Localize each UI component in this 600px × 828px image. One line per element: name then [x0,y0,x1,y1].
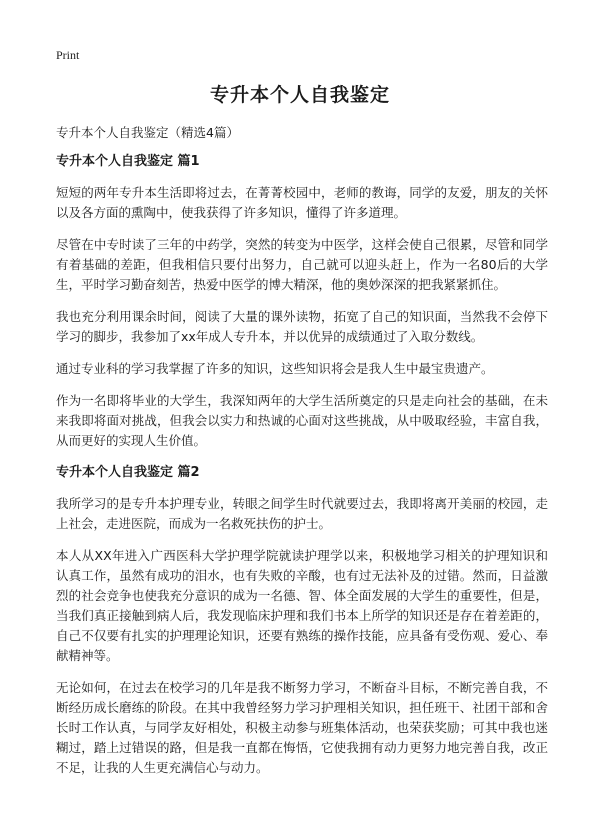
paragraph: 我所学习的是专升本护理专业，转眼之间学生时代就要过去，我即将离开美丽的校园，走上社会，走进医院，而成为一名救死扶伤的护士。 [56,496,548,531]
paragraph: 无论如何，在过去在校学习的几年是我不断努力学习，不断奋斗目标，不断完善自我，不断经历成长磨练的阶段。在其中我曾经努力学习护理相关知识，担任班干、社团干部和舍长时工作认真，与同学友好相处，积极主动参与班集体活动，也荣获奖励；可其中我也迷糊过，踏上过错误的路，但是我一直都在悔悟，它使我拥有动力更努力地完善自我，改正不足，让我的人生更充满信心与动力。 [56,680,548,775]
document-body [56,152,548,790]
paragraph: 本人从XX年进入广西医科大学护理学院就读护理学以来，积极地学习相关的护理知识和认真工作，虽然有成功的泪水，也有失败的辛酸，也有过无法补及的过错。然而，日益激烈的社会竞争也使我充分意识的成为一名德、智、体全面发展的大学生的重要性，但是，当我们真正接触到病人后，我发现临床护理和我们书本上所学的知识还是存在着差距的，自己不仅要有扎实的护理理论知识，还要有熟练的操作技能，应具备有受伤观、爱心、奉献精神等。 [56,548,548,663]
paragraph: 尽管在中专时读了三年的中药学，突然的转变为中医学，这样会使自己很累，尽管和同学有着基础的差距，但我相信只要付出努力，自己就可以迎头赶上，作为一名80后的大学生，平时学习勤奋刻苦，热爱中医学的博大精深，他的奥妙深深的把我紧紧抓住。 [56,237,548,292]
paragraph: 短短的两年专升本生活即将过去，在菁菁校园中，老师的教诲，同学的友爱，朋友的关怀以及各方面的熏陶中，使我获得了许多知识，懂得了许多道理。 [56,185,548,220]
paragraph: 我也充分利用课余时间，阅读了大量的课外读物，拓宽了自己的知识面，当然我不会停下学习的脚步，我参加了xx年成人专升本，并以优异的成绩通过了入取分数线。 [56,309,548,344]
section-heading: 专升本个人自我鉴定 篇2 [56,465,200,480]
section-2 [56,463,548,778]
document-title: 专升本个人自我鉴定 [209,84,390,106]
section-heading: 专升本个人自我鉴定 篇1 [56,154,200,169]
print-link[interactable]: Print [56,48,80,62]
document-subtitle: 专升本个人自我鉴定（精选4篇） [56,125,239,140]
paragraph: 通过专业科的学习我掌握了许多的知识，这些知识将会是我人生中最宝贵遗产。 [56,361,494,376]
paragraph: 作为一名即将毕业的大学生，我深知两年的大学生活所奠定的只是走向社会的基础，在未来我即将面对挑战，但我会以实力和热诚的心面对这些挑战，从中吸取经验，丰富自我，从而更好的实现人生价值。 [56,393,548,448]
section-1 [56,152,548,451]
